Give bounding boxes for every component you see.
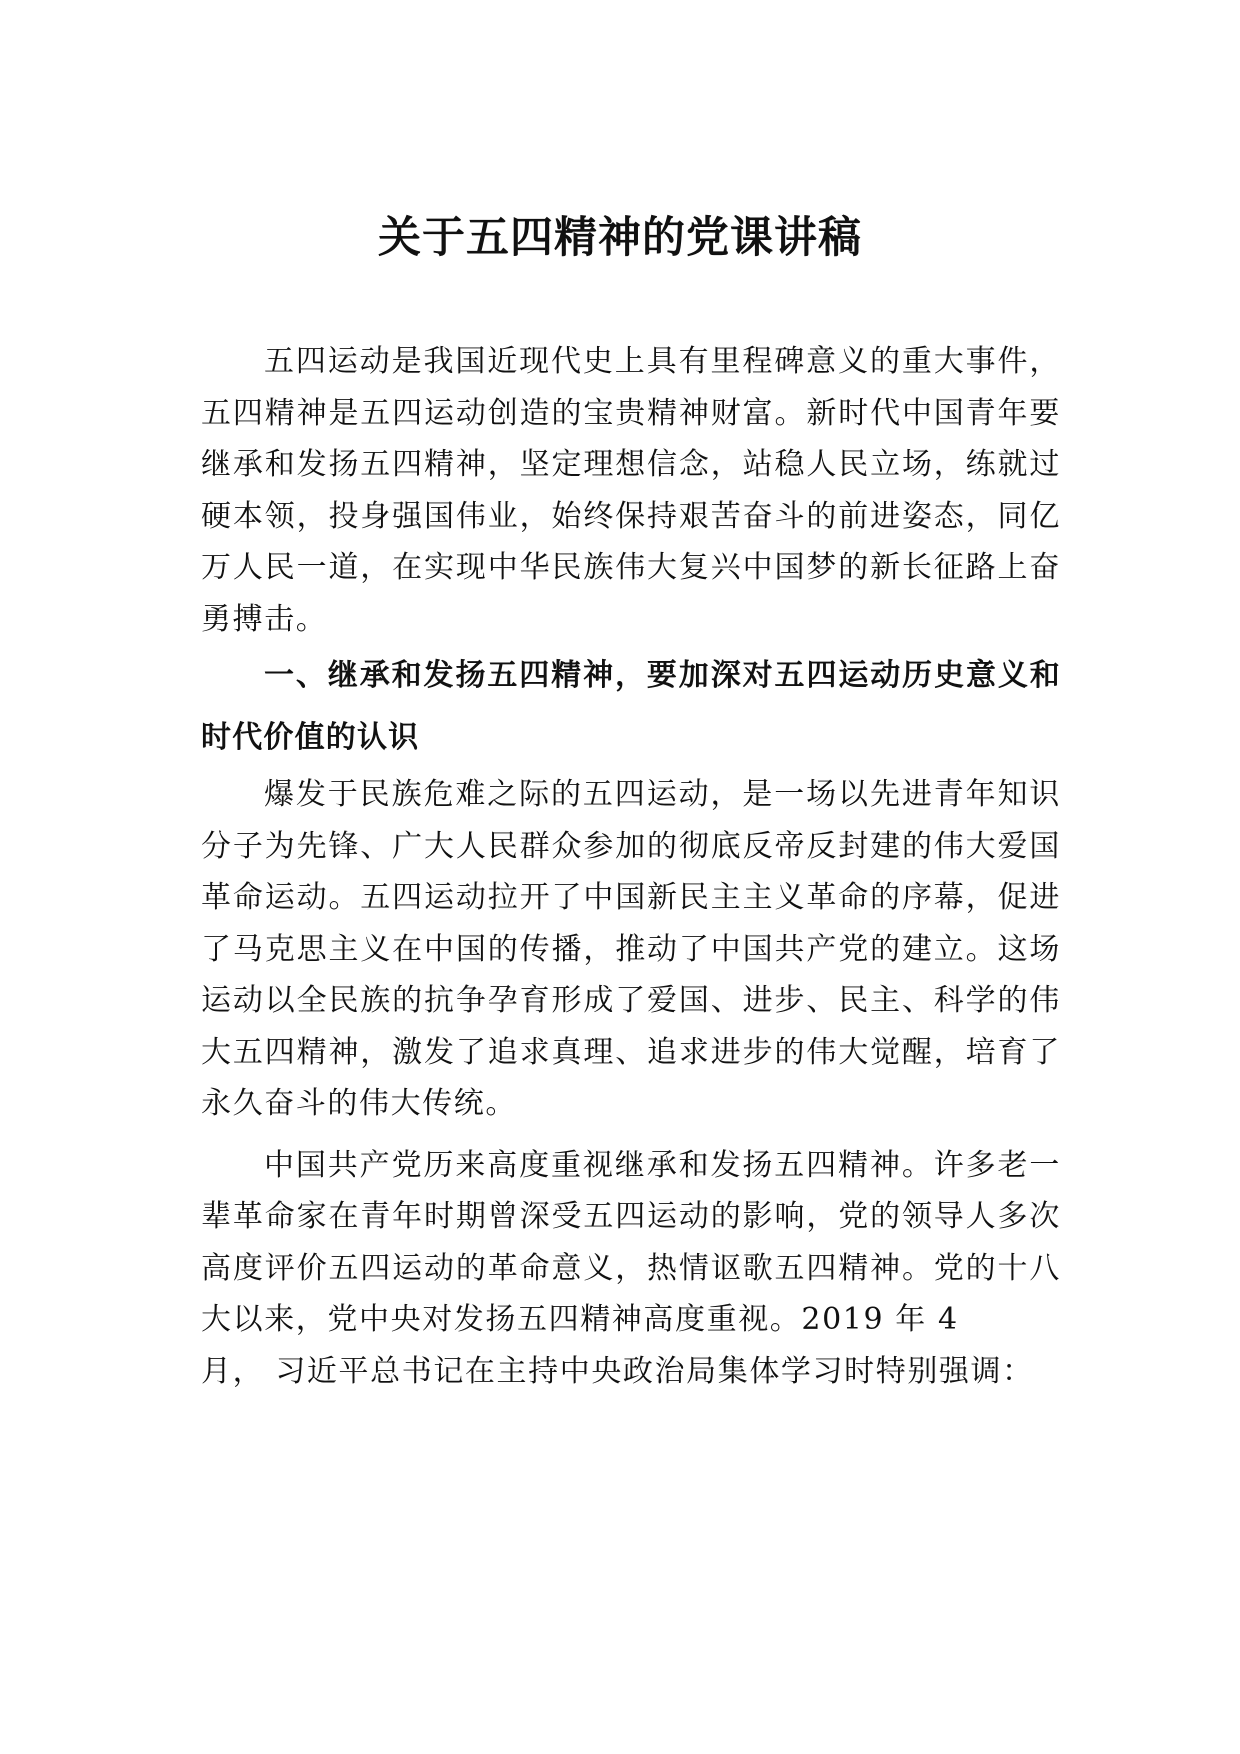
intro-paragraph: 五四运动是我国近现代史上具有里程碑意义的重大事件，五四精神是五四运动创造的宝贵精神财富。新时代中国青年要继承和发扬五四精神，坚定理想信念，站稳人民立场，练就过硬本领，投身强国伟业，始终保持艰苦奋斗的前进姿态，同亿万人民一道，在实现中华民族伟大复兴中国梦的新长征路上奋勇搏击。 <box>201 344 1061 637</box>
section-heading: 一、继承和发扬五四精神，要加深对五四运动历史意义和时代价值的认识 <box>201 658 1061 755</box>
document-title: 关于五四精神的党课讲稿 <box>378 213 862 263</box>
body-paragraph-continuation: 月， 习近平总书记在主持中央政治局集体学习时特别强调： <box>201 1353 1034 1389</box>
document-body <box>201 336 1061 1397</box>
body-paragraph: 爆发于民族危难之际的五四运动，是一场以先进青年知识分子为先锋、广大人民群众参加的彻底反帝反封建的伟大爱国革命运动。五四运动拉开了中国新民主主义革命的序幕，促进了马克思主义在中国的传播，推动了中国共产党的建立。这场运动以全民族的抗争孕育形成了爱国、进步、民主、科学的伟大五四精神，激发了追求真理、追求进步的伟大觉醒，培育了永久奋斗的伟大传统。 <box>201 777 1061 1121</box>
body-paragraph: 中国共产党历来高度重视继承和发扬五四精神。许多老一辈革命家在青年时期曾深受五四运动的影响，党的领导人多次高度评价五四运动的革命意义，热情讴歌五四精神。党的十八大以来，党中央对发扬五四精神高度重视。2019 年 4 <box>201 1147 1061 1337</box>
